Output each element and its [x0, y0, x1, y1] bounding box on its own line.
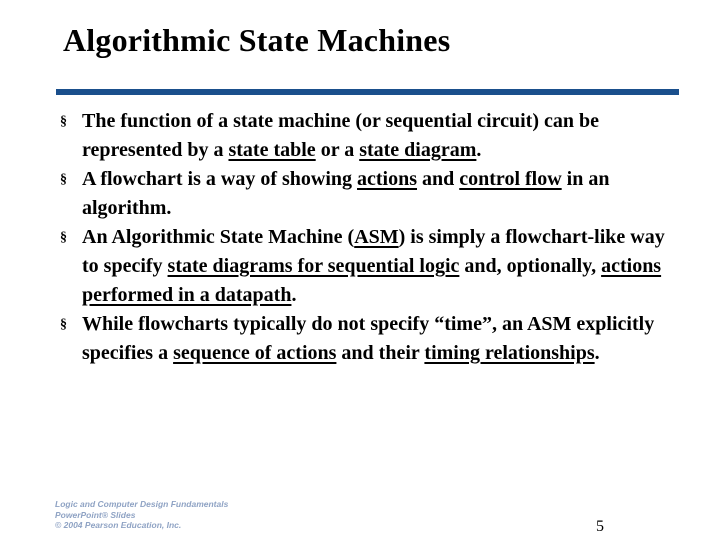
footer-line-3: © 2004 Pearson Education, Inc. [55, 520, 182, 530]
underlined-term: timing relationships [424, 342, 595, 364]
underlined-term: sequence of actions [173, 342, 337, 364]
bullet-item [60, 310, 670, 368]
bullet-marker-icon: § [60, 114, 67, 129]
bullet-text: A flowchart is a way of showing [82, 168, 358, 190]
bullet-marker-icon: § [60, 230, 67, 245]
bullet-text: and [417, 168, 460, 190]
bullet-text: . [594, 342, 600, 364]
bullet-text: . [476, 139, 482, 161]
footer-credit [55, 499, 228, 531]
bullet-marker-icon: § [60, 317, 67, 332]
bullet-text: and their [336, 342, 425, 364]
bullet-text: An Algorithmic State Machine ( [82, 226, 355, 248]
underlined-term: state diagrams for sequential logic [167, 255, 460, 277]
underlined-term: control flow [459, 168, 562, 190]
bullet-text: in an algorithm. [82, 168, 610, 219]
underlined-term: actions performed in a datapath [82, 255, 662, 306]
bullet-text: ) is simply a flowchart-like way to specify [82, 226, 665, 277]
bullet-text: While flowcharts typically do not specify “time”, an ASM explicitly specifies a [82, 313, 655, 364]
footer-line-2: PowerPoint® Slides [55, 509, 136, 520]
footer-line-1: Logic and Computer Design Fundamentals [55, 499, 229, 509]
slide-title: Algorithmic State Machines [63, 22, 451, 58]
bullet-item [60, 223, 670, 310]
bullet-list [60, 107, 670, 368]
bullet-text: . [291, 284, 297, 306]
underlined-term: state diagram [359, 139, 477, 161]
title-rule [56, 89, 679, 95]
bullet-text: The function of a state machine (or sequential circuit) can be represented by a [82, 110, 600, 161]
underlined-term: ASM [354, 226, 399, 248]
bullet-text: or a [315, 139, 360, 161]
bullet-text: and, optionally, [459, 255, 602, 277]
bullet-marker-icon: § [60, 172, 67, 187]
underlined-term: actions [357, 168, 418, 190]
page-number: 5 [596, 518, 604, 535]
bullet-item [60, 107, 670, 165]
bullet-item [60, 165, 670, 223]
underlined-term: state table [228, 139, 316, 161]
